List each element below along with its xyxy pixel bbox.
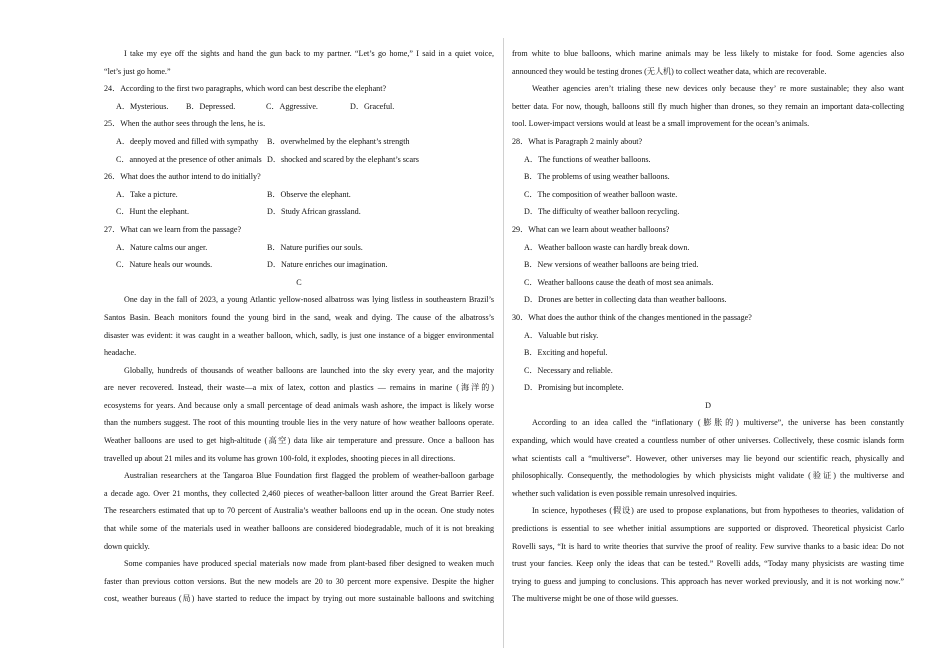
q30-option-a: A．Valuable but risky. xyxy=(524,330,599,340)
q25-option-a: A．deeply moved and filled with sympathy xyxy=(116,136,259,146)
question-27: 27．What can we learn from the passage? xyxy=(104,224,242,234)
q27-options-row xyxy=(104,256,494,274)
q26-option-d: D．Study African grassland. xyxy=(267,207,361,217)
passage-c-line: than the numbers suggest. The root of this mounting trouble lies in the very nature of how weather balloons operate. xyxy=(104,418,494,428)
section-d-heading: D xyxy=(705,400,711,410)
passage-d-line: whether such validation is even possible remain unresolved inquiries. xyxy=(512,488,737,498)
passage-c-line: Weather balloons are used to get high-altitude (高空) data like air temperature and pressure. Once a balloon has xyxy=(104,436,494,446)
q30-option-d: D．Promising but incomplete. xyxy=(524,383,624,393)
passage-c-line: down quickly. xyxy=(104,541,150,551)
question-24: 24．According to the first two paragraphs, which word can best describe the elephant? xyxy=(104,84,387,94)
passage-c-line: announced they would be testing drones (无人机) to collect weather data, which are recoverable. xyxy=(512,66,827,76)
question-26: 26．What does the author intend to do initially? xyxy=(104,172,261,182)
passage-c-line: Globally, hundreds of thousands of weather balloons are launched into the sky every year, and the majority xyxy=(124,365,494,375)
passage-c-line: tool. Lower-impact versions would at least be a small improvement for the ocean’s animals. xyxy=(512,119,810,129)
q25-option-c: C．annoyed at the presence of other animals xyxy=(116,154,262,164)
left-column xyxy=(104,45,494,608)
passage-c-line: Australian researchers at the Tangaroa Blue Foundation first flagged the problem of weather-balloon garbage xyxy=(124,471,494,481)
section-c-heading: C xyxy=(296,277,302,287)
passage-c-line: Some companies have produced special materials now made from plant-based fiber designed to weaken much xyxy=(124,559,494,569)
passage-c-line: One day in the fall of 2023, a young Atlantic yellow-nosed albatross was lying listless in southeastern Brazil’s xyxy=(124,295,494,305)
q26-options-row xyxy=(104,203,494,221)
q25-option-b: B．overwhelmed by the elephant’s strength xyxy=(267,136,410,146)
passage-d-line: trying to guess and jumping to conclusions. This approach has never worked previously, and it is not working now.” xyxy=(512,576,904,586)
q24-option-c: C．Aggressive. xyxy=(266,101,318,111)
q30-option-b: B．Exciting and hopeful. xyxy=(524,348,608,358)
q27-options-row xyxy=(104,239,494,257)
q25-option-d: D．shocked and scared by the elephant’s scars xyxy=(267,154,419,164)
passage-c-line: are never recovered. Instead, their waste—a mix of latex, cotton and plastics — remains in marine (海洋的) xyxy=(104,383,494,393)
q28-option-b: B．The problems of using weather balloons. xyxy=(524,172,670,182)
q24-option-b: B．Depressed. xyxy=(186,101,236,111)
q25-options-row xyxy=(104,133,494,151)
q28-option-c: C．The composition of weather balloon waste. xyxy=(524,189,678,199)
passage-c-line: from white to blue balloons, which marine animals may be less likely to mistake for food. Some agencies also xyxy=(512,49,904,58)
passage-c-line: Santos Basin. Beach monitors found the young bird in the sand, weak and dying. The cause of the albatross’s xyxy=(104,312,494,322)
passage-d-line: Rovelli says, “It is hard to write theories that survive the proof of reality. Few survive thanks to a basic idea: Do not xyxy=(512,541,904,551)
passage-d-line: predictions is essential to see whether initial assumptions are supported or disproved. Theoretical physicist Carlo xyxy=(512,524,904,534)
q27-option-d: D．Nature enriches our imagination. xyxy=(267,260,388,270)
q29-option-d: D．Drones are better in collecting data than weather balloons. xyxy=(524,295,727,305)
passage-c-line: Weather agencies aren’t trialing these new devices only because they’ re more sustainable; they also want xyxy=(532,84,904,94)
q26-option-b: B．Observe the elephant. xyxy=(267,189,351,199)
passage-d-line: trust your fancies. Keep only the ideas that can be tested.” Rovelli adds, “Today many physicists are wasting time xyxy=(512,559,904,569)
passage-d-line: philosophically. Consequently, the methodologies by which physicists might validate (验证) the multiverse and xyxy=(512,471,904,481)
q28-option-a: A．The functions of weather balloons. xyxy=(524,154,651,164)
q24-option-a: A．Mysterious. xyxy=(116,101,169,111)
passage-d-line: In science, hypotheses (假设) are used to propose explanations, but from hypotheses to theories, validation of xyxy=(532,506,904,516)
intro-line: “let’s just go home.” xyxy=(104,66,171,76)
q27-option-a: A．Nature calms our anger. xyxy=(116,242,208,252)
q29-option-b: B．New versions of weather balloons are being tried. xyxy=(524,260,699,270)
passage-c-line: travelled up about 21 miles and its volume has grown 100-fold, it explodes, shooting pieces in all directions. xyxy=(104,453,456,463)
passage-d-line: According to an idea called the “inflationary (膨胀的) multiverse”, the universe has been constantly xyxy=(532,418,904,428)
q24-option-d: D．Graceful. xyxy=(350,101,395,111)
column-divider xyxy=(503,38,504,648)
passage-c-line: better data. For now, though, balloons still fly much higher than drones, so they remain an important data-collecting xyxy=(512,101,904,111)
question-28: 28．What is Paragraph 2 mainly about? xyxy=(512,136,643,146)
q29-option-c: C．Weather balloons cause the death of most sea animals. xyxy=(524,277,714,287)
question-30: 30．What does the author think of the changes mentioned in the passage? xyxy=(512,312,752,322)
passage-d-line: The multiverse might be one of those wild guesses. xyxy=(512,594,679,604)
passage-c-line: The researchers estimated that up to 70 percent of Australia’s weather balloons end up in the ocean. One study notes xyxy=(104,506,494,516)
passage-c-line: ecosystems for years. And because only a small percentage of dead animals wash ashore, the impact is likely worse xyxy=(104,400,494,410)
question-25: 25．When the author sees through the lens, he is． xyxy=(104,119,272,129)
q24-options xyxy=(104,98,494,116)
passage-c-line: that while some of the materials used in weather balloons are considered biodegradable, much of it is not breaking xyxy=(104,524,494,534)
q28-option-d: D．The difficulty of weather balloon recycling. xyxy=(524,207,680,217)
passage-c-line: headache. xyxy=(104,348,137,358)
passage-c-line: faster than previous cotton versions. But the new models are 20 to 30 percent more expensive. Despite the higher xyxy=(104,576,494,586)
right-column xyxy=(512,45,904,608)
passage-d-line: expanding, which would have created a countless number of other universes. Collectively, these cosmic islands form xyxy=(512,436,904,446)
q26-option-a: A．Take a picture. xyxy=(116,189,178,199)
q30-option-c: C．Necessary and reliable. xyxy=(524,365,613,375)
intro-line: I take my eye off the sights and hand the gun back to my partner. “Let’s go home,” I said in a quiet voice, xyxy=(124,49,494,58)
q26-options-row xyxy=(104,186,494,204)
q29-option-a: A．Weather balloon waste can hardly break down. xyxy=(524,242,690,252)
question-29: 29．What can we learn about weather balloons? xyxy=(512,224,670,234)
q25-options-row xyxy=(104,151,494,169)
q27-option-c: C．Nature heals our wounds. xyxy=(116,260,213,270)
passage-c-line: disaster was evident: it was caught in a weather balloon, which, sadly, is just one instance of a bigger environmental xyxy=(104,330,494,340)
q27-option-b: B．Nature purifies our souls. xyxy=(267,242,363,252)
passage-c-line: cost, weather bureaus (局) have started to reduce the impact by trying out more sustainable balloons and switching xyxy=(104,594,494,604)
passage-c-line: a decade ago. Over 21 months, they collected 2,460 pieces of weather-balloon litter around the Great Barrier Reef. xyxy=(104,488,494,498)
q26-option-c: C．Hunt the elephant. xyxy=(116,207,190,217)
passage-d-line: what scientists call a “multiverse”. However, other universes may lie beyond our scientific reach, physically and xyxy=(512,453,904,463)
